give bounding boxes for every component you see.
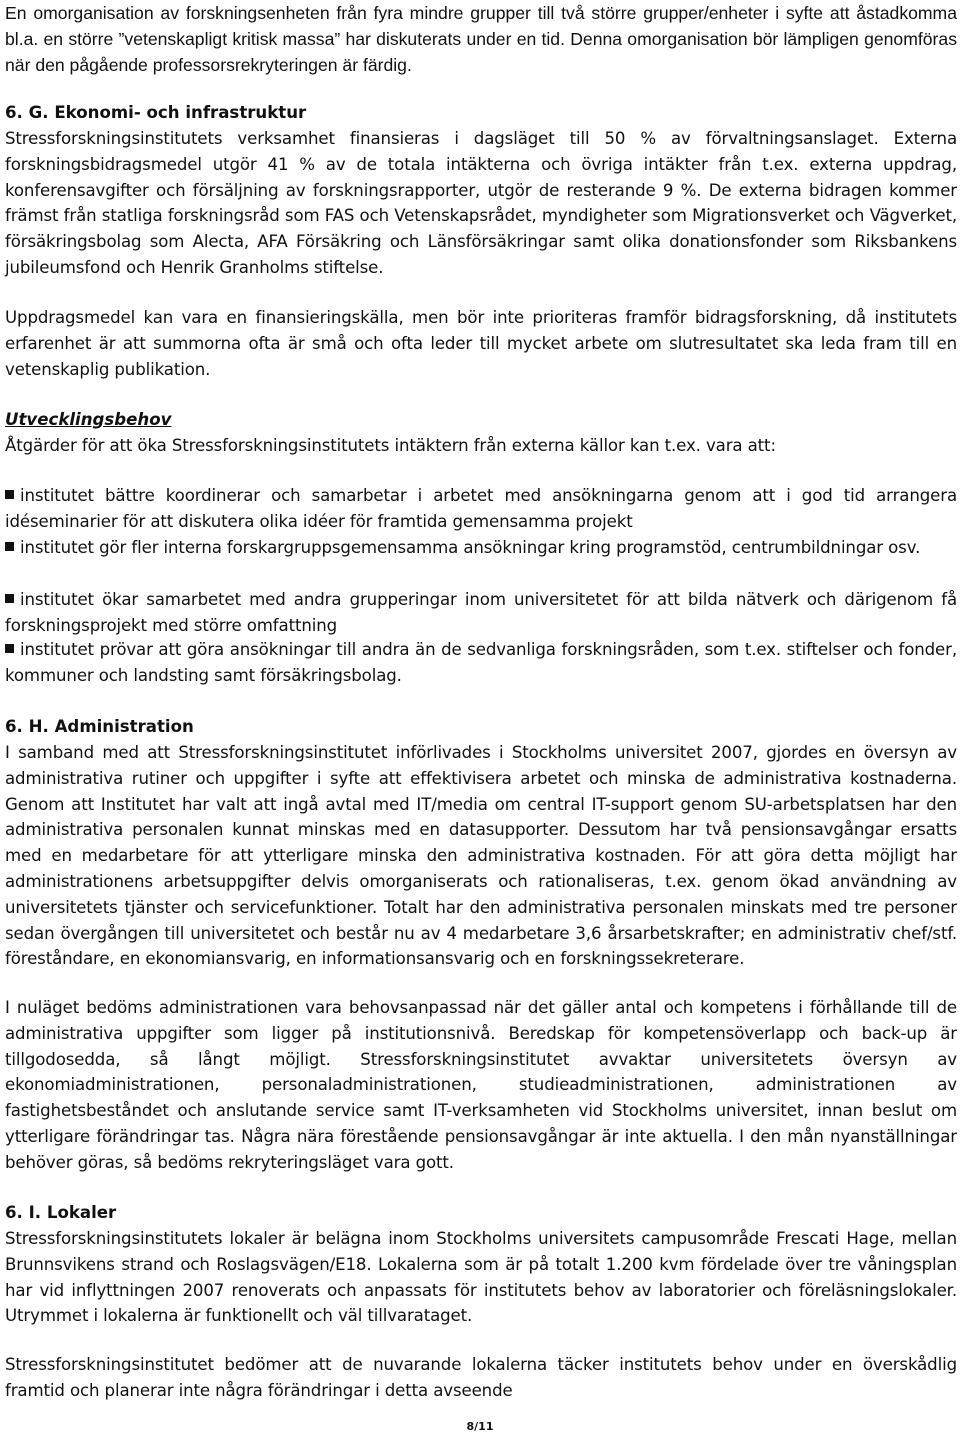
bullet-item-1: institutet bättre koordinerar och samarbetar i arbetet med ansökningarna genom att i god tid arrangera idéseminarier för att diskutera olika idéer för framtida gemensamma projekt <box>5 483 957 535</box>
development-intro: Åtgärder för att öka Stressforskningsinstitutets intäktern från externa källor kan t.ex. vara att: <box>5 436 776 455</box>
economy-paragraph-1: Stressforskningsinstitutets verksamhet finansieras i dagsläget till 50 % av förvaltningsanslaget. Externa forskningsbidragsmedel utgör 41 % av de totala intäkterna och övriga intäkter från t.ex. externa uppdrag, konferensavgifter och försäljning av forskningsrapporter, utgör de resterande 9 %. De externa bidragen kommer främst från statliga forskningsråd som FAS och Vetenskapsrådet, myndigheter som Migrationsverket och Vägverket, försäkringsbolag som Alecta, AFA Försäkring och Länsförsäkringar samt olika donationsfonder som Riksbankens jubileumsfond och Henrik Granholms stiftelse. <box>5 129 957 277</box>
premises-heading: 6. I. Lokaler <box>5 1203 117 1222</box>
bullet-item-3: institutet ökar samarbetet med andra grupperingar inom universitetet för att bilda nätverk och därigenom få forskningsprojekt med större omfattning <box>5 587 957 639</box>
premises-paragraph-1: Stressforskningsinstitutets lokaler är belägna inom Stockholms universitets campusområde Frescati Hage, mellan Brunnsvikens strand och Roslagsvägen/E18. Lokalerna som är på totalt 1.200 kvm fördelade över tre våningsplan har vid inflyttningen 2007 renoverats och anpassats för institutets behov av laboratorier och föreläsningslokaler. Utrymmet i lokalerna är funktionellt och väl tillvarataget. <box>5 1229 957 1326</box>
administration-paragraph-1: I samband med att Stressforskningsinstitutet införlivades i Stockholms universitet 2007, gjordes en översyn av administrativa rutiner och uppgifter i syfte att effektivisera arbetet och minska de administrativa kostnaderna. Genom att Institutet har valt att ingå avtal med IT/media om central IT-support genom SU-arbetsplatsen har den administrativa personalen kunnat minskas med en datasupporter. Dessutom har två pensionsavgångar ersatts med en medarbetare för att ytterligare minska den administrativa kostnaden. För att göra detta möjligt har administrationens arbetsuppgifter delvis omorganiserats och rationaliseras, t.ex. genom ökad användning av universitetets tjänster och servicefunktioner. Totalt har den administrativa personalen minskats med tre personer sedan övergången till universitetet och består nu av 4 medarbetare 3,6 årsarbetskrafter; en administrativ chef/stf. föreståndare, en ekonomiansvarig, en informationsansvarig och en forskningssekreterare. <box>5 743 957 969</box>
administration-heading: 6. H. Administration <box>5 717 194 736</box>
premises-paragraph-2: Stressforskningsinstitutet bedömer att de nuvarande lokalerna täcker institutets behov under en överskådlig framtid och planerar inte några förändringar i detta avseende <box>5 1355 957 1400</box>
economy-heading: 6. G. Ekonomi- och infrastruktur <box>5 103 307 122</box>
development-heading: Utvecklingsbehov <box>5 410 172 429</box>
page-number: 8/11 <box>466 1420 494 1433</box>
bullet-item-2: institutet gör fler interna forskargruppsgemensamma ansökningar kring programstöd, centrumbildningar osv. <box>5 535 957 561</box>
bullet-item-4: institutet prövar att göra ansökningar till andra än de sedvanliga forskningsråden, som t.ex. stiftelser och fonder, kommuner och landsting samt försäkringsbolag. <box>5 637 957 689</box>
administration-paragraph-2: I nuläget bedöms administrationen vara behovsanpassad när det gäller antal och kompetens i förhållande till de administrativa uppgifter som ligger på institutionsnivå. Beredskap för kompetensöverlapp och back-up är tillgodosedda, så långt möjligt. Stressforskningsinstitutet avvaktar universitetets översyn av ekonomiadministrationen, personaladministrationen, studieadministrationen, administrationen av fastighetsbeståndet och anslutande service samt IT-verksamheten vid Stockholms universitet, innan beslut om ytterligare förändringar tas. Några nära förestående pensionsavgångar är inte aktuella. I den mån nyanställningar behöver göras, så bedöms rekryteringsläget vara gott. <box>5 998 957 1172</box>
intro-paragraph: En omorganisation av forskningsenheten från fyra mindre grupper till två större grupper/enheter i syfte att åstadkomma bl.a. en större ”vetenskapligt kritisk massa” har diskuterats under en tid. Denna omorganisation bör lämpligen genomföras när den pågående professorsrekryteringen är färdig. <box>5 3 957 75</box>
economy-paragraph-2: Uppdragsmedel kan vara en finansieringskälla, men bör inte prioriteras framför bidragsforskning, då institutets erfarenhet är att summorna ofta är små och ofta leder till mycket arbete om slutresultatet ska leda fram till en vetenskaplig publikation. <box>5 308 957 379</box>
